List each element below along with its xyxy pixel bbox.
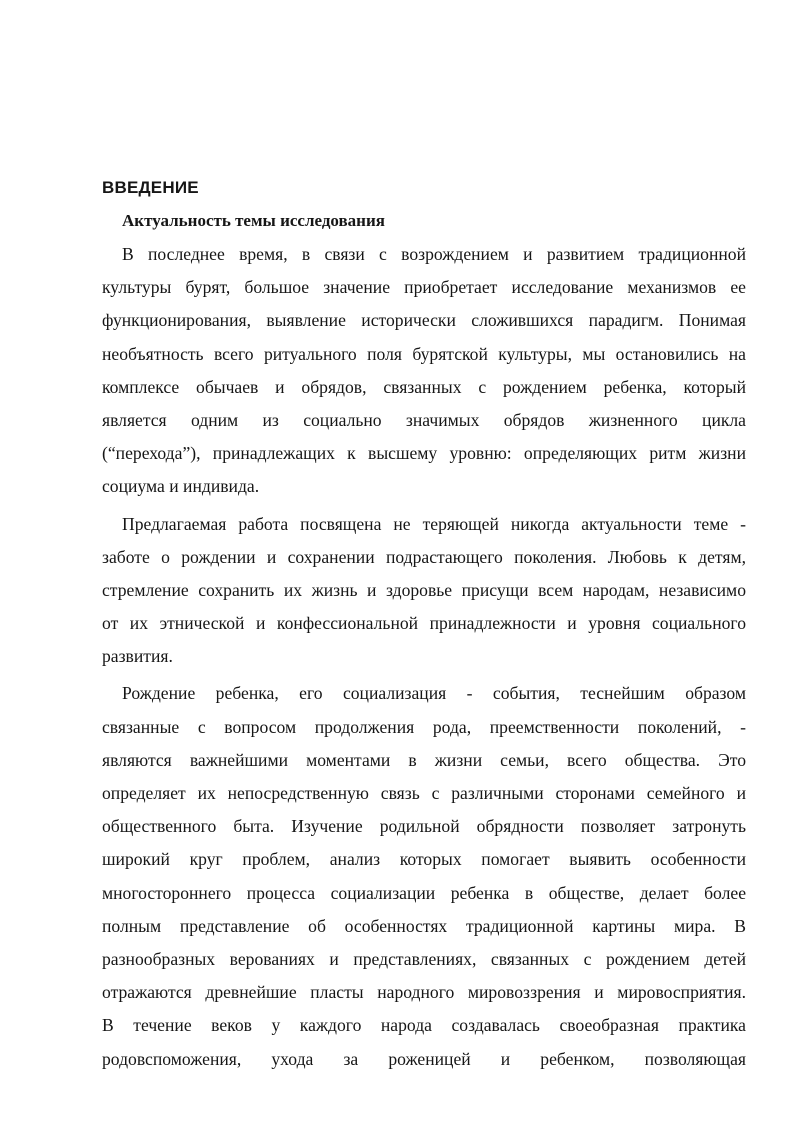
text-line: родовспоможения, ухода за роженицей и ребенком, позволяющая <box>102 1048 746 1069</box>
text-line: полным представление об особенностях традиционной картины мира. В <box>102 915 746 936</box>
document-page <box>102 176 746 1076</box>
text-line: определяет их непосредственную связь с различными сторонами семейного и <box>102 783 746 803</box>
section-heading: ВВЕДЕНИЕ <box>102 178 199 197</box>
text-line: Предлагаемая работа посвящена не теряющей никогда актуальности теме - <box>122 513 746 534</box>
text-line: являются важнейшими моментами в жизни семьи, всего общества. Это <box>102 749 746 770</box>
paragraph <box>102 508 746 674</box>
text-line: социума и индивида. <box>102 476 260 497</box>
text-line: является одним из социально значимых обрядов жизненного цикла <box>102 409 746 430</box>
text-line: многостороннего процесса социализации ребенка в обществе, делает более <box>102 882 746 903</box>
text-line: необъятность всего ритуального поля бурятской культуры, мы остановились на <box>102 343 746 364</box>
text-line: Рождение ребенка, его социализация - события, теснейшим образом <box>122 683 746 704</box>
scan-margin <box>0 0 793 58</box>
text-line: разнообразных верованиях и представлениях, связанных с рождением детей <box>102 948 746 969</box>
text-line: В течение веков у каждого народа создавалась своеобразная практика <box>102 1015 746 1036</box>
text-line: культуры бурят, большое значение приобретает исследование механизмов ее <box>102 277 746 298</box>
text-line: связанные с вопросом продолжения рода, преемственности поколений, - <box>102 716 746 737</box>
subsection-heading: Актуальность темы исследования <box>122 211 385 230</box>
text-line: В последнее время, в связи с возрождением и развитием традиционной <box>122 244 746 264</box>
paragraph <box>102 677 746 1075</box>
text-line: комплексе обычаев и обрядов, связанных с рождением ребенка, который <box>102 376 746 397</box>
text-line: широкий круг проблем, анализ которых помогает выявить особенности <box>102 849 746 870</box>
text-line: развития. <box>102 646 173 667</box>
text-line: стремление сохранить их жизнь и здоровье присущи всем народам, независимо <box>102 579 746 600</box>
paragraph <box>102 238 746 504</box>
text-line: от их этнической и конфессиональной принадлежности и уровня социального <box>102 613 746 634</box>
text-line: общественного быта. Изучение родильной обрядности позволяет затронуть <box>102 816 746 837</box>
text-line: функционирования, выявление исторически сложившихся парадигм. Понимая <box>102 310 746 331</box>
text-line: (“перехода”), принадлежащих к высшему уровню: определяющих ритм жизни <box>102 443 746 464</box>
text-line: отражаются древнейшие пласты народного мировоззрения и мировосприятия. <box>102 982 746 1003</box>
text-line: заботе о рождении и сохранении подрастающего поколения. Любовь к детям, <box>102 546 746 567</box>
